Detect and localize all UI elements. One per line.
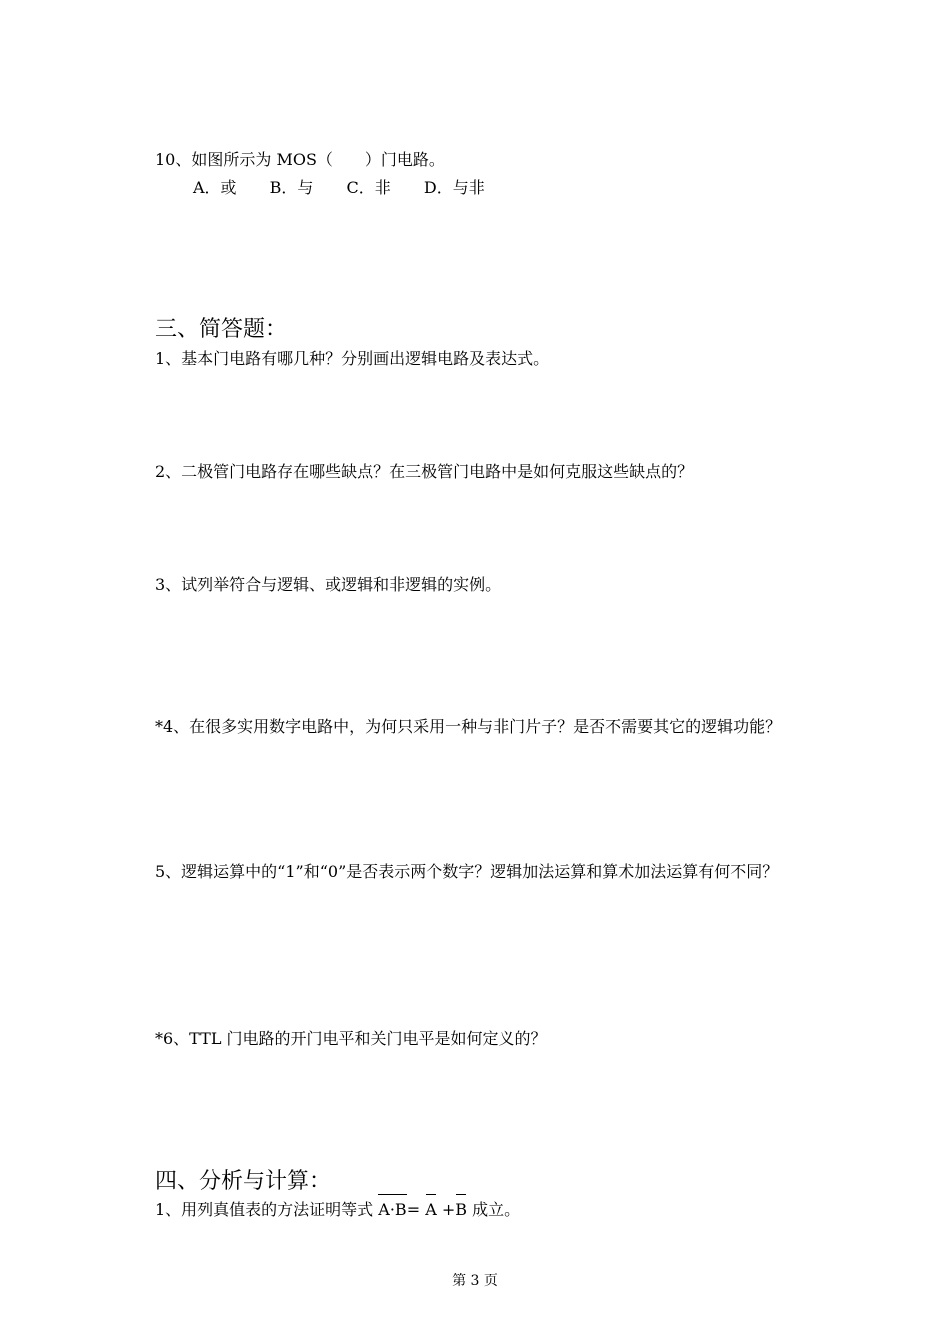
overline: [456, 1194, 466, 1195]
formula-lhs-text: A·B: [378, 1200, 407, 1219]
section-3-question-3: 3、试列举符合与逻辑、或逻辑和非逻辑的实例。: [155, 575, 502, 594]
question-10-options: [193, 177, 513, 199]
section-3-question-2: 2、二极管门电路存在哪些缺点？在三极管门电路中是如何克服这些缺点的？: [155, 462, 694, 481]
question-text: 1、用列真值表的方法证明等式: [155, 1200, 379, 1219]
question-text-suffix: 成立。: [467, 1200, 521, 1219]
formula-term-a: [425, 1200, 437, 1219]
formula-lhs: [378, 1200, 406, 1219]
option-a: A．或: [193, 178, 237, 197]
overline: [426, 1194, 436, 1195]
formula-equals: =: [406, 1200, 426, 1219]
section-4-heading: 四、分析与计算：: [155, 1169, 332, 1194]
option-c: C．非: [346, 178, 391, 197]
question-10: 10、如图所示为 MOS（ ）门电路。: [155, 150, 445, 169]
formula-term-a-text: A: [425, 1200, 437, 1219]
section-3-question-4: *4、在很多实用数字电路中，为何只采用一种与非门片子？是否不需要其它的逻辑功能？: [155, 717, 782, 736]
page-number: 第 3 页: [452, 1273, 498, 1289]
section-3-heading: 三、简答题：: [155, 317, 288, 342]
section-4-question-1: [155, 1199, 520, 1221]
section-3-question-5: 5、逻辑运算中的“1”和“0”是否表示两个数字？逻辑加法运算和算术加法运算有何不同？: [155, 862, 779, 881]
formula-plus: +: [436, 1200, 456, 1219]
option-b: B．与: [269, 178, 314, 197]
formula-term-b-text: B: [455, 1200, 468, 1219]
option-d: D．与非: [423, 178, 485, 197]
formula-term-b: [455, 1200, 467, 1219]
overline: [378, 1194, 406, 1195]
section-3-question-1: 1、基本门电路有哪几种？分别画出逻辑电路及表达式。: [155, 349, 550, 368]
section-3-question-6: *6、TTL 门电路的开门电平和关门电平是如何定义的？: [155, 1029, 547, 1048]
